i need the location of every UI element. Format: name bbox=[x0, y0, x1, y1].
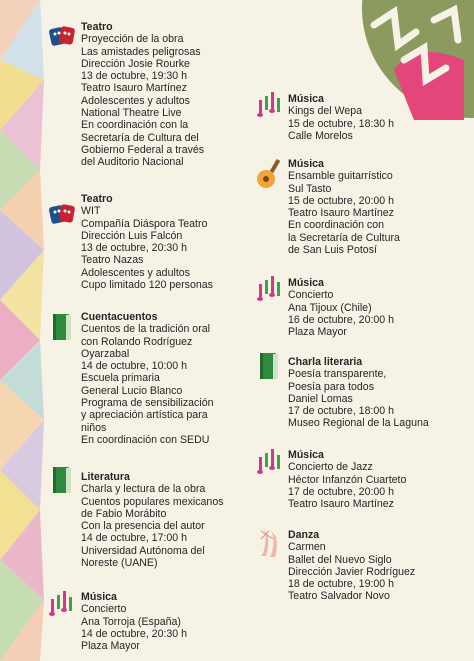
event-entry bbox=[81, 21, 204, 169]
event-entry bbox=[81, 311, 214, 446]
event-line: Museo Regional de la Laguna bbox=[288, 417, 429, 430]
event-line: Kings del Wepa bbox=[288, 105, 363, 118]
event-line: 16 de octubre, 20:00 h bbox=[288, 313, 395, 326]
event-category: Danza bbox=[288, 529, 320, 541]
guitar-icon bbox=[255, 158, 283, 190]
event-line: 13 de octubre, 19:30 h bbox=[81, 70, 188, 83]
event-line: 18 de octubre, 19:00 h bbox=[288, 578, 395, 591]
theater-masks-icon bbox=[49, 24, 76, 50]
event-entry bbox=[81, 591, 187, 652]
event-category: Charla literaria bbox=[288, 356, 363, 368]
event-line: Plaza Mayor bbox=[288, 326, 347, 339]
event-line: General Lucio Blanco bbox=[81, 384, 183, 397]
event-line: Dirección Josie Rourke bbox=[81, 57, 190, 70]
event-line: niños bbox=[81, 421, 107, 434]
event-category: Música bbox=[81, 591, 117, 603]
event-category: Música bbox=[288, 93, 324, 105]
event-line: Poesía para todos bbox=[288, 380, 374, 393]
event-line: Charla y lectura de la obra bbox=[81, 483, 206, 496]
event-category: Teatro bbox=[81, 193, 113, 205]
event-line: Adolescentes y adultos bbox=[81, 266, 190, 279]
event-line: 14 de octubre, 20:30 h bbox=[81, 627, 188, 640]
event-line: Cuentos populares mexicanos bbox=[81, 495, 224, 508]
event-line: Teatro Isauro Martínez bbox=[288, 207, 394, 220]
event-line: y apreciación artística para bbox=[81, 409, 208, 422]
event-line: Dirección Javier Rodríguez bbox=[288, 565, 416, 578]
event-category: Música bbox=[288, 449, 324, 461]
event-line: Héctor Infanzón Cuarteto bbox=[288, 473, 407, 486]
event-line: Teatro Isauro Martínez bbox=[288, 498, 394, 511]
event-line: Noreste (UANE) bbox=[81, 557, 158, 570]
event-line: Adolescentes y adultos bbox=[81, 94, 190, 107]
music-notes-icon bbox=[256, 90, 286, 122]
theater-masks-icon bbox=[49, 202, 76, 228]
event-line: del Auditorio Nacional bbox=[81, 156, 184, 169]
event-line: Teatro Nazas bbox=[81, 254, 144, 267]
event-line: la Secretaría de Cultura bbox=[288, 231, 400, 244]
event-line: Carmen bbox=[288, 541, 326, 554]
ballet-shoes-icon bbox=[257, 525, 281, 559]
event-line: Concierto bbox=[81, 603, 127, 616]
event-line: Ana Torroja (España) bbox=[81, 615, 181, 628]
event-line: Escuela primaria bbox=[81, 372, 160, 385]
event-line: Cupo limitado 120 personas bbox=[81, 279, 213, 292]
event-line: Poesía transparente, bbox=[288, 368, 387, 381]
event-category: Música bbox=[288, 277, 324, 289]
event-line: de San Luis Potosí bbox=[288, 244, 377, 257]
event-line: 14 de octubre, 10:00 h bbox=[81, 360, 188, 373]
event-entry bbox=[288, 93, 394, 142]
event-entry bbox=[288, 529, 415, 603]
event-line: Compañía Diáspora Teatro bbox=[81, 217, 208, 230]
event-line: Plaza Mayor bbox=[81, 640, 140, 653]
event-line: Programa de sensibilización bbox=[81, 397, 214, 410]
event-line: Gobierno Federal a través bbox=[81, 143, 205, 156]
event-line: 13 de octubre, 20:30 h bbox=[81, 242, 188, 255]
book-icon bbox=[258, 351, 280, 381]
event-line: En coordinación con la bbox=[81, 119, 189, 132]
event-line: con Rolando Rodríguez bbox=[81, 335, 193, 348]
event-line: Sul Tasto bbox=[288, 182, 332, 195]
event-line: En coordinación con bbox=[288, 219, 384, 232]
event-line: 14 de octubre, 17:00 h bbox=[81, 532, 188, 545]
event-line: Ballet del Nuevo Siglo bbox=[288, 553, 392, 566]
event-entry bbox=[288, 356, 429, 430]
event-line: 15 de octubre, 20:00 h bbox=[288, 194, 395, 207]
event-category: Teatro bbox=[81, 21, 113, 33]
music-notes-icon bbox=[256, 274, 286, 306]
event-line: Dirección Luis Falcón bbox=[81, 229, 183, 242]
event-line: 17 de octubre, 18:00 h bbox=[288, 405, 395, 418]
event-line: Cuentos de la tradición oral bbox=[81, 323, 210, 336]
event-line: Daniel Lomas bbox=[288, 392, 353, 405]
event-category: Literatura bbox=[81, 471, 130, 483]
event-line: Universidad Autónoma del bbox=[81, 544, 205, 557]
event-line: Concierto bbox=[288, 289, 334, 302]
event-line: 17 de octubre, 20:00 h bbox=[288, 485, 395, 498]
event-line: Teatro Isauro Martínez bbox=[81, 82, 187, 95]
event-line: Calle Morelos bbox=[288, 129, 353, 142]
event-line: Ensamble guitarrístico bbox=[288, 170, 393, 183]
music-notes-icon bbox=[48, 589, 78, 621]
event-line: Las amistades peligrosas bbox=[81, 45, 201, 58]
event-line: En coordinación con SEDU bbox=[81, 433, 210, 446]
event-line: Oyarzabal bbox=[81, 347, 130, 360]
event-line: de Fabio Morábito bbox=[81, 507, 167, 520]
event-line: Ana Tijoux (Chile) bbox=[288, 301, 372, 314]
event-entry bbox=[81, 471, 224, 569]
event-line: 15 de octubre, 18:30 h bbox=[288, 117, 395, 130]
book-icon bbox=[51, 312, 73, 342]
event-entry bbox=[81, 193, 213, 291]
event-line: National Theatre Live bbox=[81, 107, 182, 120]
event-line: WIT bbox=[81, 205, 101, 218]
event-line: Proyección de la obra bbox=[81, 33, 184, 46]
event-entry bbox=[288, 158, 400, 256]
event-entry bbox=[288, 449, 406, 510]
event-line: Con la presencia del autor bbox=[81, 520, 205, 533]
music-notes-icon bbox=[256, 447, 286, 479]
event-entry bbox=[288, 277, 394, 338]
book-icon bbox=[51, 465, 73, 495]
event-line: Secretaría de Cultura del bbox=[81, 131, 199, 144]
event-line: Concierto de Jazz bbox=[288, 461, 373, 474]
event-line: Teatro Salvador Novo bbox=[288, 590, 390, 603]
event-category: Música bbox=[288, 158, 324, 170]
event-category: Cuentacuentos bbox=[81, 311, 158, 323]
